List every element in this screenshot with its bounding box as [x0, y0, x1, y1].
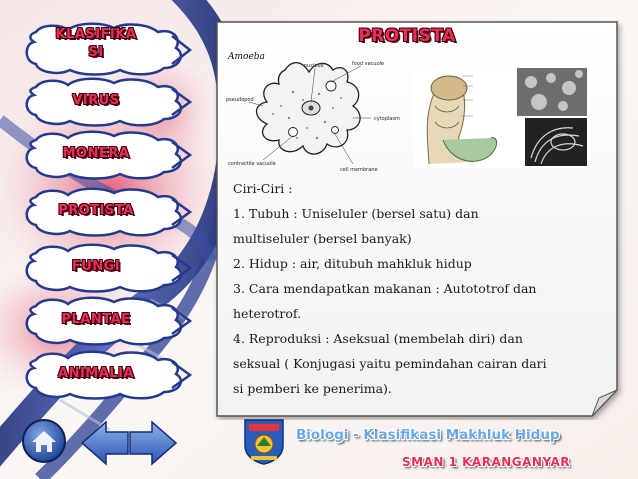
- protist-photos: [413, 66, 589, 168]
- menu-virus-button[interactable]: [22, 77, 194, 127]
- label-cell-membrane: cell membrane: [340, 167, 378, 173]
- desc-line: si pemberi ke penerima).: [233, 381, 392, 396]
- label-food-vacuole: food vacuole: [352, 61, 385, 67]
- menu-klasifikasi-button[interactable]: [22, 22, 194, 76]
- desc-line: heterotrof.: [233, 306, 302, 321]
- menu-monera-button[interactable]: [22, 130, 194, 180]
- page-title: PROTISTA: [358, 26, 456, 46]
- school-logo-icon: [241, 416, 287, 466]
- desc-line: 1. Tubuh : Uniseluler (bersel satu) dan: [233, 206, 479, 221]
- label-pseudopod: pseudopod: [226, 97, 254, 103]
- menu-plantae-button[interactable]: [22, 296, 194, 346]
- label-cytoplasm: cytoplasm: [374, 116, 400, 122]
- desc-line: 3. Cara mendapatkan makanan : Autototrof dan: [233, 281, 537, 296]
- menu-label: FUNGI: [71, 259, 121, 274]
- menu-protista-button[interactable]: [22, 187, 194, 237]
- menu-label: SI: [88, 45, 104, 60]
- menu-fungi-button[interactable]: [22, 243, 194, 293]
- amoeba-title: Amoeba: [228, 52, 265, 62]
- menu-animalia-button[interactable]: [22, 350, 194, 400]
- menu-label: PLANTAE: [61, 312, 131, 327]
- footer-school: SMAN 1 KARANGANYAR: [402, 455, 571, 469]
- desc-line: 2. Hidup : air, ditubuh mahkluk hidup: [233, 256, 472, 271]
- label-contractile-vacuole: contractile vacuole: [228, 161, 276, 167]
- menu-label: ANIMALIA: [58, 366, 134, 381]
- description: [233, 176, 617, 401]
- desc-line: Ciri-Ciri :: [233, 181, 293, 196]
- menu-label: MONERA: [62, 146, 130, 161]
- menu-label: PROTISTA: [58, 203, 134, 218]
- home-icon[interactable]: [20, 418, 68, 464]
- label-nucleus: nucleus: [304, 63, 324, 69]
- footer-subject: Biologi - Klasifikasi Makhluk Hidup: [296, 427, 560, 443]
- arrow-left-icon[interactable]: [80, 420, 132, 466]
- desc-line: 4. Reproduksi : Aseksual (membelah diri) dan: [233, 331, 523, 346]
- desc-line: seksual ( Konjugasi yaitu pemindahan cairan dari: [233, 356, 547, 371]
- menu-label: KLASIFIKA: [55, 27, 137, 42]
- arrow-right-icon[interactable]: [126, 420, 178, 466]
- menu-label: VIRUS: [72, 93, 120, 108]
- desc-line: multiseluler (bersel banyak): [233, 231, 412, 246]
